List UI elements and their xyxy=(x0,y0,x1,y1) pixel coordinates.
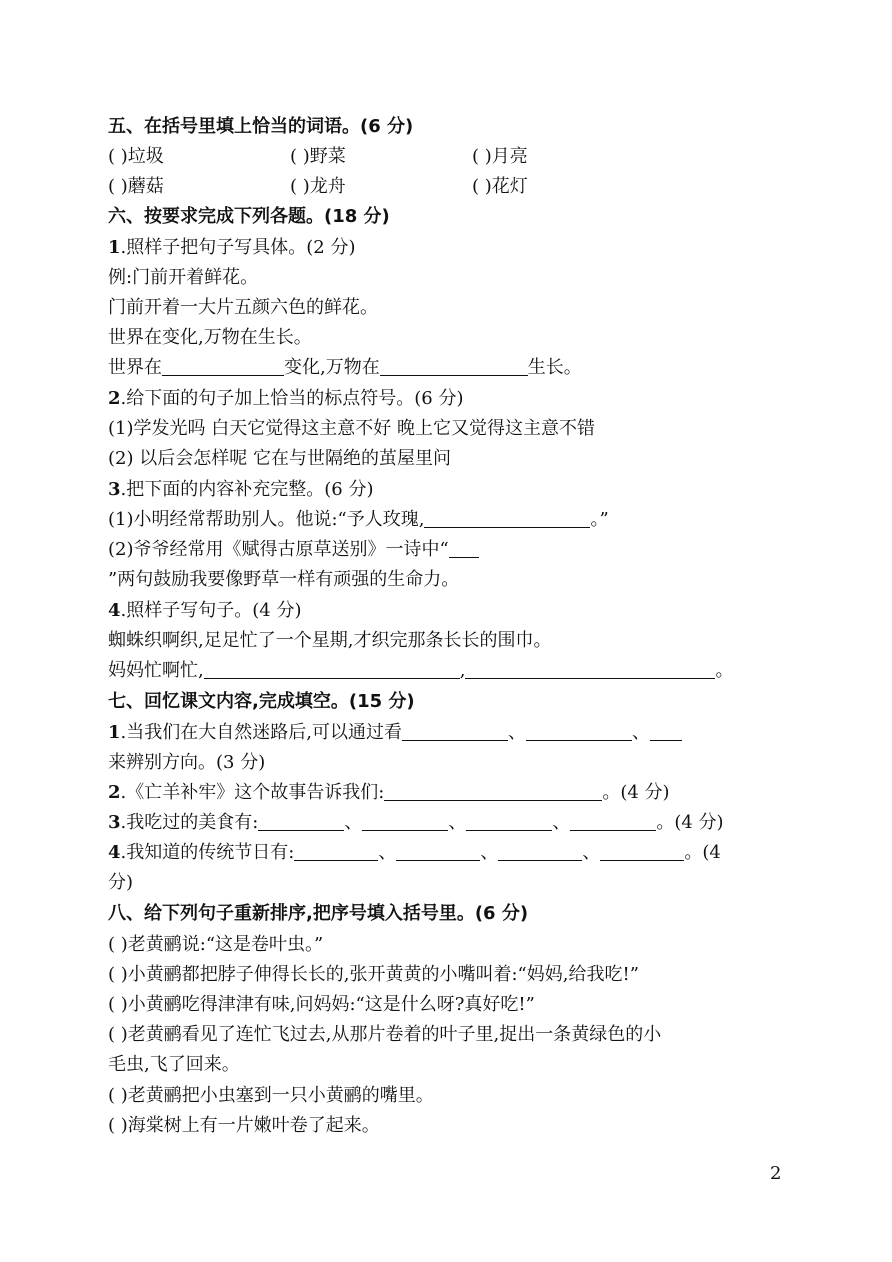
sec7-q1 xyxy=(108,718,682,748)
answer-blank[interactable] xyxy=(498,838,582,861)
question-text: .把下面的内容补充完整。(6 分) xyxy=(120,479,374,500)
question-text: .《亡羊补牢》这个故事告诉我们: xyxy=(120,782,385,803)
sec6-q4-example: 蜘蛛织啊织,足足忙了一个星期,才织完那条长长的围巾。 xyxy=(108,630,552,651)
answer-blank[interactable] xyxy=(650,718,682,741)
sec6-q1-example-1: 例:门前开着鲜花。 xyxy=(108,267,259,288)
sec6-q2-prompt xyxy=(108,384,463,414)
sec7-q4 xyxy=(108,838,721,868)
sec8-item: ( )海棠树上有一片嫩叶卷了起来。 xyxy=(108,1115,380,1136)
page-number: 2 xyxy=(770,1163,782,1184)
answer-blank[interactable] xyxy=(466,808,552,831)
separator: 、 xyxy=(631,722,650,743)
answer-blank[interactable] xyxy=(204,656,460,679)
question-text: 。(4 xyxy=(684,842,721,863)
answer-text: , xyxy=(459,660,466,681)
sec6-q2-sentence-2: (2) 以后会怎样呢 它在与世隔绝的茧屋里问 xyxy=(108,448,451,469)
question-number: 2 xyxy=(108,782,121,803)
separator: 、 xyxy=(448,812,467,833)
answer-blank[interactable] xyxy=(294,838,378,861)
answer-blank[interactable] xyxy=(396,838,480,861)
sec6-q1-answer xyxy=(108,353,582,383)
question-number: 2 xyxy=(108,388,121,409)
sec5-item-5: ( )龙舟 xyxy=(290,176,346,197)
answer-blank[interactable] xyxy=(162,353,284,376)
question-number: 3 xyxy=(108,479,121,500)
sec8-item: ( )小黄鹂吃得津津有味,问妈妈:“这是什么呀?真好吃!” xyxy=(108,994,535,1015)
sec6-q1-prompt xyxy=(108,233,355,263)
sec8-item: ( )小黄鹂都把脖子伸得长长的,张开黄黄的小嘴叫着:“妈妈,给我吃!” xyxy=(108,964,639,985)
question-text: .照样子把句子写具体。(2 分) xyxy=(120,237,356,258)
separator: 、 xyxy=(507,722,526,743)
answer-blank[interactable] xyxy=(380,353,528,376)
section-7-title: 七、回忆课文内容,完成填空。(15 分) xyxy=(108,691,415,712)
sec6-q3-sentence-2-cont: ”两句鼓励我要像野草一样有顽强的生命力。 xyxy=(108,569,460,590)
answer-blank[interactable] xyxy=(258,808,344,831)
sec5-item-3: ( )月亮 xyxy=(472,146,528,167)
sec6-q3-sentence-2 xyxy=(108,535,479,565)
answer-blank[interactable] xyxy=(424,505,590,528)
answer-text: 生长。 xyxy=(527,357,582,378)
question-number: 1 xyxy=(108,722,121,743)
sec5-row-1 xyxy=(108,142,808,172)
answer-blank[interactable] xyxy=(526,718,632,741)
sec5-item-2: ( )野菜 xyxy=(290,146,346,167)
question-text: .照样子写句子。(4 分) xyxy=(120,600,302,621)
answer-blank[interactable] xyxy=(449,535,479,558)
sec7-q2 xyxy=(108,778,670,808)
answer-blank[interactable] xyxy=(402,718,508,741)
section-8-title: 八、给下列句子重新排序,把序号填入括号里。(6 分) xyxy=(108,903,529,924)
answer-text: 世界在 xyxy=(108,357,162,378)
sec6-q4-prompt xyxy=(108,596,301,626)
answer-text: 变化,万物在 xyxy=(284,357,380,378)
answer-text: (1)小明经常帮助别人。他说:“予人玫瑰, xyxy=(108,509,425,530)
sec8-item-cont: 毛虫,飞了回来。 xyxy=(108,1054,240,1075)
question-number: 3 xyxy=(108,812,121,833)
question-text: .当我们在大自然迷路后,可以通过看 xyxy=(120,722,402,743)
separator: 、 xyxy=(582,842,601,863)
sec5-row-2 xyxy=(108,172,808,202)
separator: 、 xyxy=(344,812,363,833)
sec5-item-6: ( )花灯 xyxy=(472,176,528,197)
section-5-title: 五、在括号里填上恰当的词语。(6 分) xyxy=(108,116,414,137)
question-number: 4 xyxy=(108,842,121,863)
separator: 、 xyxy=(378,842,397,863)
answer-text: 。” xyxy=(590,509,609,530)
answer-blank[interactable] xyxy=(362,808,448,831)
separator: 、 xyxy=(552,812,571,833)
section-6-title: 六、按要求完成下列各题。(18 分) xyxy=(108,206,390,227)
question-number: 1 xyxy=(108,237,121,258)
answer-blank[interactable] xyxy=(570,808,656,831)
sec7-q4-cont: 分) xyxy=(108,872,134,893)
question-text: 。(4 分) xyxy=(602,782,670,803)
sec8-item: ( )老黄鹂看见了连忙飞过去,从那片卷着的叶子里,捉出一条黄绿色的小 xyxy=(108,1024,662,1045)
sec6-q4-answer xyxy=(108,656,733,686)
sec5-item-4: ( )蘑菇 xyxy=(108,176,164,197)
answer-blank[interactable] xyxy=(600,838,684,861)
sec8-item: ( )老黄鹂说:“这是卷叶虫。” xyxy=(108,934,324,955)
sec6-q1-example-2: 门前开着一大片五颜六色的鲜花。 xyxy=(108,297,378,318)
question-text: .我吃过的美食有: xyxy=(120,812,259,833)
answer-blank[interactable] xyxy=(465,656,715,679)
question-number: 4 xyxy=(108,600,121,621)
sec8-item: ( )老黄鹂把小虫塞到一只小黄鹂的嘴里。 xyxy=(108,1085,434,1106)
separator: 、 xyxy=(480,842,499,863)
sec7-q3 xyxy=(108,808,724,838)
sec6-q3-prompt xyxy=(108,475,373,505)
sec6-q3-sentence-1 xyxy=(108,505,609,535)
question-text: 。(4 分) xyxy=(656,812,724,833)
sec5-item-1: ( )垃圾 xyxy=(108,146,164,167)
answer-text: (2)爷爷经常用《赋得古原草送别》一诗中“ xyxy=(108,539,449,560)
answer-blank[interactable] xyxy=(384,778,602,801)
sec6-q2-sentence-1: (1)学发光吗 白天它觉得这主意不好 晚上它又觉得这主意不错 xyxy=(108,418,595,439)
question-text: .我知道的传统节日有: xyxy=(120,842,295,863)
answer-text: 。 xyxy=(715,660,734,681)
question-text: .给下面的句子加上恰当的标点符号。(6 分) xyxy=(120,388,464,409)
answer-text: 妈妈忙啊忙, xyxy=(108,660,204,681)
sec6-q1-sentence: 世界在变化,万物在生长。 xyxy=(108,327,312,348)
sec7-q1-cont: 来辨别方向。(3 分) xyxy=(108,752,266,773)
